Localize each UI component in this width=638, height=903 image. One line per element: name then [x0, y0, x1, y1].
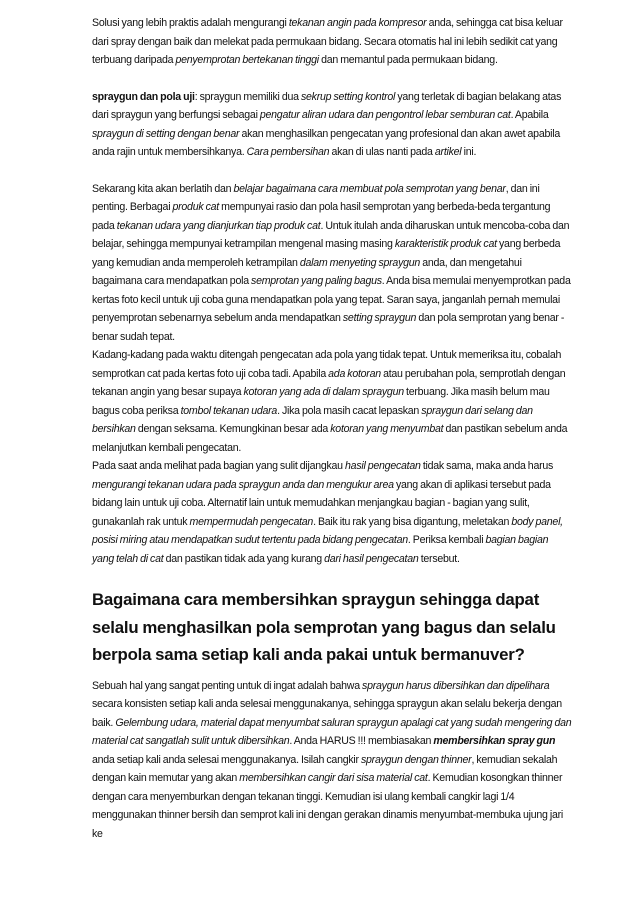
paragraph-solusi: Solusi yang lebih praktis adalah mengurangi tekanan angin pada kompresor anda, sehingga cat bisa keluar dari spray dengan baik dan melekat pada permukaan bidang. Secara otomatis hal ini lebih sedikit cat yang terbuang daripada penyemprotan bertekanan tinggi dan memantul pada permukaan bidang. [92, 17, 563, 66]
paragraph-kadang-kadang: Kadang-kadang pada waktu ditengah pengecatan ada pola yang tidak tepat. Untuk memeriksa itu, cobalah semprotkan cat pada kertas foto uji coba tadi. Apabila ada kotoran atau perubahan pola, semprotlah dengan tekanan angin yang besar supaya kotoran yang ada di dalam spraygun terbuang. Jika masih belum mau bagus coba periksa tombol tekanan udara. Jika pola masih cacat lepaskan spraygun dari selang dan bersihkan dengan seksama. Kemungkinan besar ada kotoran yang menyumbat dan pastikan sebelum anda melanjutkan kembali pengecatan. [92, 349, 568, 454]
paragraph-pada-saat: Pada saat anda melihat pada bagian yang sulit dijangkau hasil pengecatan tidak sama, maka anda harus mengurangi tekanan udara pada spraygun anda dan mengukur area yang akan di aplikasi tersebut pada bidang lain untuk uji coba. Alternatif lain untuk memudahkan menjangkau bagian - bagian yang sulit, gunakanlah rak untuk mempermudah pengecatan. Baik itu rak yang bisa digantung, meletakan body panel, posisi miring atau mendapatkan sudut tertentu pada bidang pengecatan. Periksa kembali bagian bagian yang telah di cat dan pastikan tidak ada yang kurang dari hasil pengecatan tersebut. [92, 460, 563, 565]
section-heading: Bagaimana cara membersihkan spraygun sehingga dapat selalu menghasilkan pola semprotan yang bagus dan selalu berpola sama setiap kali anda pakai untuk bermanuver? [92, 590, 556, 664]
paragraph-spraygun-pola-uji: spraygun dan pola uji: spraygun memiliki dua sekrup setting kontrol yang terletak di bagian belakang atas dari spraygun yang berfungsi sebagai pengatur aliran udara dan pengontrol lebar semburan cat. Apabila spraygun di setting dengan benar akan menghasilkan pengecatan yang profesional dan akan awet apabila anda rajin untuk membersihkanya. Cara pembersihan akan di ulas nanti pada artikel ini. [92, 90, 562, 158]
paragraph-gap [92, 162, 572, 180]
paragraph-gap [92, 669, 572, 677]
paragraph-gap [92, 70, 572, 88]
paragraph-sebuah-hal: Sebuah hal yang sangat penting untuk di ingat adalah bahwa spraygun harus dibersihkan dan dipelihara secara konsisten setiap kali anda selesai menggunakanya, sehingga spraygun akan selalu bekerja dengan baik. Gelembung udara, material dapat menyumbat saluran spraygun apalagi cat yang sudah mengering dan material cat sangatlah sulit untuk dibersihkan. Anda HARUS !!! membiasakan membersihkan spray gun anda setiap kali anda selesai menggunakanya. Isilah cangkir spraygun dengan thinner, kemudian sekalah dengan kain memutar yang akan membersihkan cangir dari sisa material cat. Kemudian kosongkan thinner dengan cara menyemburkan dengan tekanan tinggi. Kemudian isi ulang kembali cangkir lagi 1/4 menggunakan thinner bersih dan semprot kali ini dengan gerakan dinamis menyumbat-membuka ujung jari ke [92, 679, 572, 840]
paragraph-sekarang: Sekarang kita akan berlatih dan belajar bagaimana cara membuat pola semprotan yang benar, dan ini penting. Berbagai produk cat mempunyai rasio dan pola hasil semprotan yang berbeda-beda tergantung pada tekanan udara yang dianjurkan tiap produk cat. Untuk itulah anda diharuskan untuk mencoba-coba dan belajar, sehingga mempunyai ketrampilan mengenal masing masing karakteristik produk cat yang berbeda yang kemudian anda memperoleh ketrampilan dalam menyeting spraygun anda, dan mengetahui bagaimana cara mendapatkan pola semprotan yang paling bagus. Anda bisa memulai menyemprotkan pada kertas foto kecil untuk uji coba guna mendapatkan pola yang tepat. Saran saya, janganlah pernah memulai penyemprotan sebenarnya sebelum anda mendapatkan setting spraygun dan pola semprotan yang benar - benar sudah tepat. [92, 182, 571, 343]
document-page [92, 14, 572, 843]
section-gap [92, 568, 572, 586]
